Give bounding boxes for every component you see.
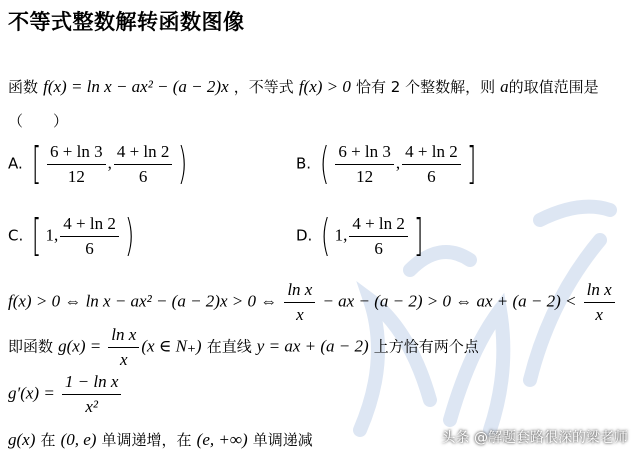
page-title: 不等式整数解转函数图像 xyxy=(8,10,245,34)
solution-line-2: 即函数 g(x) = $\frac{\text{ln x}}{x}$ (x ∈ N₊) 在直线 y = ax + (a − 2) 上方恰有两个点 xyxy=(8,325,479,369)
author-credit: 头条 @解题套路很深的梁老师 xyxy=(441,430,628,446)
solution-line-4: g(x) 在 (0, e) 单调递增，在 (e, +∞) 单调递减 xyxy=(8,430,313,449)
answer-blank: （ ） xyxy=(8,112,69,130)
solution-line-1: f(x) > 0 ⇔ ln x − ax² − (a − 2)x > 0 ⇔ $\frac{\text{ln x}}{x}$ − ax − (a − 2) > 0 ⇔ ax + (a − 2) < $\frac{\text{ln x}}{x}$ xyxy=(8,280,617,324)
option-d[interactable]: D. ( 1, $\frac{4 + \ln 2}{6}$ ] xyxy=(296,210,424,262)
problem-statement: 函数 f(x) = ln x − ax² − (a − 2)x ，不等式 f(x) > 0 恰有 2 个整数解，则 a的取值范围是 xyxy=(8,77,599,96)
option-a[interactable]: A. [ $\frac{6 + \ln 3}{12}$ , $\frac{4 + \ln 2}{6}$ ) xyxy=(8,138,188,190)
option-c[interactable]: C. [ 1, $\frac{4 + \ln 2}{6}$ ) xyxy=(8,210,135,262)
option-b[interactable]: B. ( $\frac{6 + \ln 3}{12}$ , $\frac{4 + \ln 2}{6}$ ] xyxy=(296,138,477,190)
solution-line-3: g′(x) = $\frac{\text{1 − ln x}}{\text{x²}}$ xyxy=(8,372,123,416)
